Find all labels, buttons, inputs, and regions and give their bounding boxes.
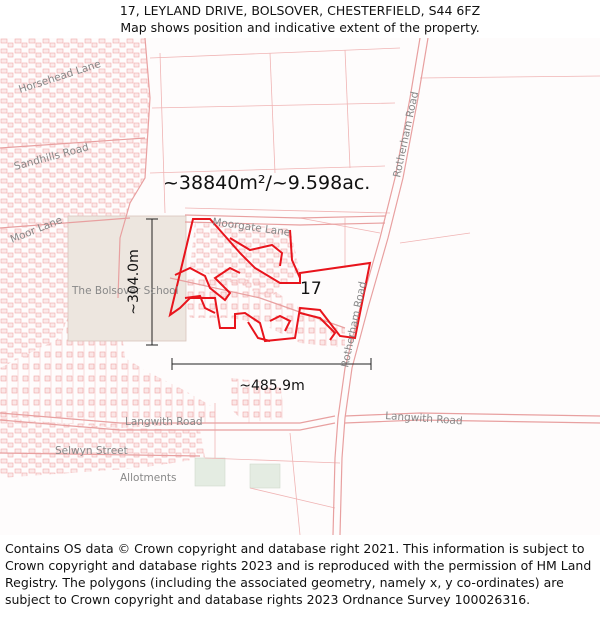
label-selwyn-street: Selwyn Street bbox=[55, 445, 128, 457]
property-number-label: 17 bbox=[300, 279, 322, 299]
map-view[interactable] bbox=[0, 38, 600, 535]
map-subtitle: Map shows position and indicative extent of the property. bbox=[120, 20, 480, 35]
green-space bbox=[195, 458, 225, 486]
label-rotherham-road-south: Rotherham Road bbox=[339, 280, 370, 369]
copyright-footer bbox=[5, 540, 595, 608]
label-sandhills-road: Sandhills Road bbox=[12, 141, 91, 173]
label-horsehead-lane: Horsehead Lane bbox=[17, 58, 103, 96]
property-address-title: 17, LEYLAND DRIVE, BOLSOVER, CHESTERFIELD, S44 6FZ bbox=[119, 3, 481, 18]
label-moorgate-lane: Moorgate Lane bbox=[211, 216, 291, 239]
page-header bbox=[0, 0, 600, 40]
copyright-text: Contains OS data © Crown copyright and database right 2021. This information is subject to Crown copyright and database rights 2023 and is reproduced with the permission of HM Land Registry. The polygons (including the associated geometry, namely x, y co-ordinates) are subject to Crown copyright and database rights 2023 Ordnance Survey 100026316. bbox=[5, 541, 592, 607]
width-dimension-label: ~485.9m bbox=[239, 378, 305, 394]
label-rotherham-road-north: Rotherham Road bbox=[391, 90, 422, 179]
label-langwith-road-west: Langwith Road bbox=[125, 416, 203, 428]
map-canvas[interactable] bbox=[0, 38, 600, 535]
green-space bbox=[250, 464, 280, 488]
label-langwith-road-east: Langwith Road bbox=[384, 410, 464, 428]
label-moor-lane: Moor Lane bbox=[8, 214, 65, 246]
label-allotments: Allotments bbox=[120, 472, 177, 484]
height-dimension-label: ~304.0m bbox=[126, 249, 142, 315]
area-label: ~38840m²/~9.598ac. bbox=[163, 172, 371, 194]
label-bolsover-school: The Bolsover School bbox=[72, 285, 179, 297]
